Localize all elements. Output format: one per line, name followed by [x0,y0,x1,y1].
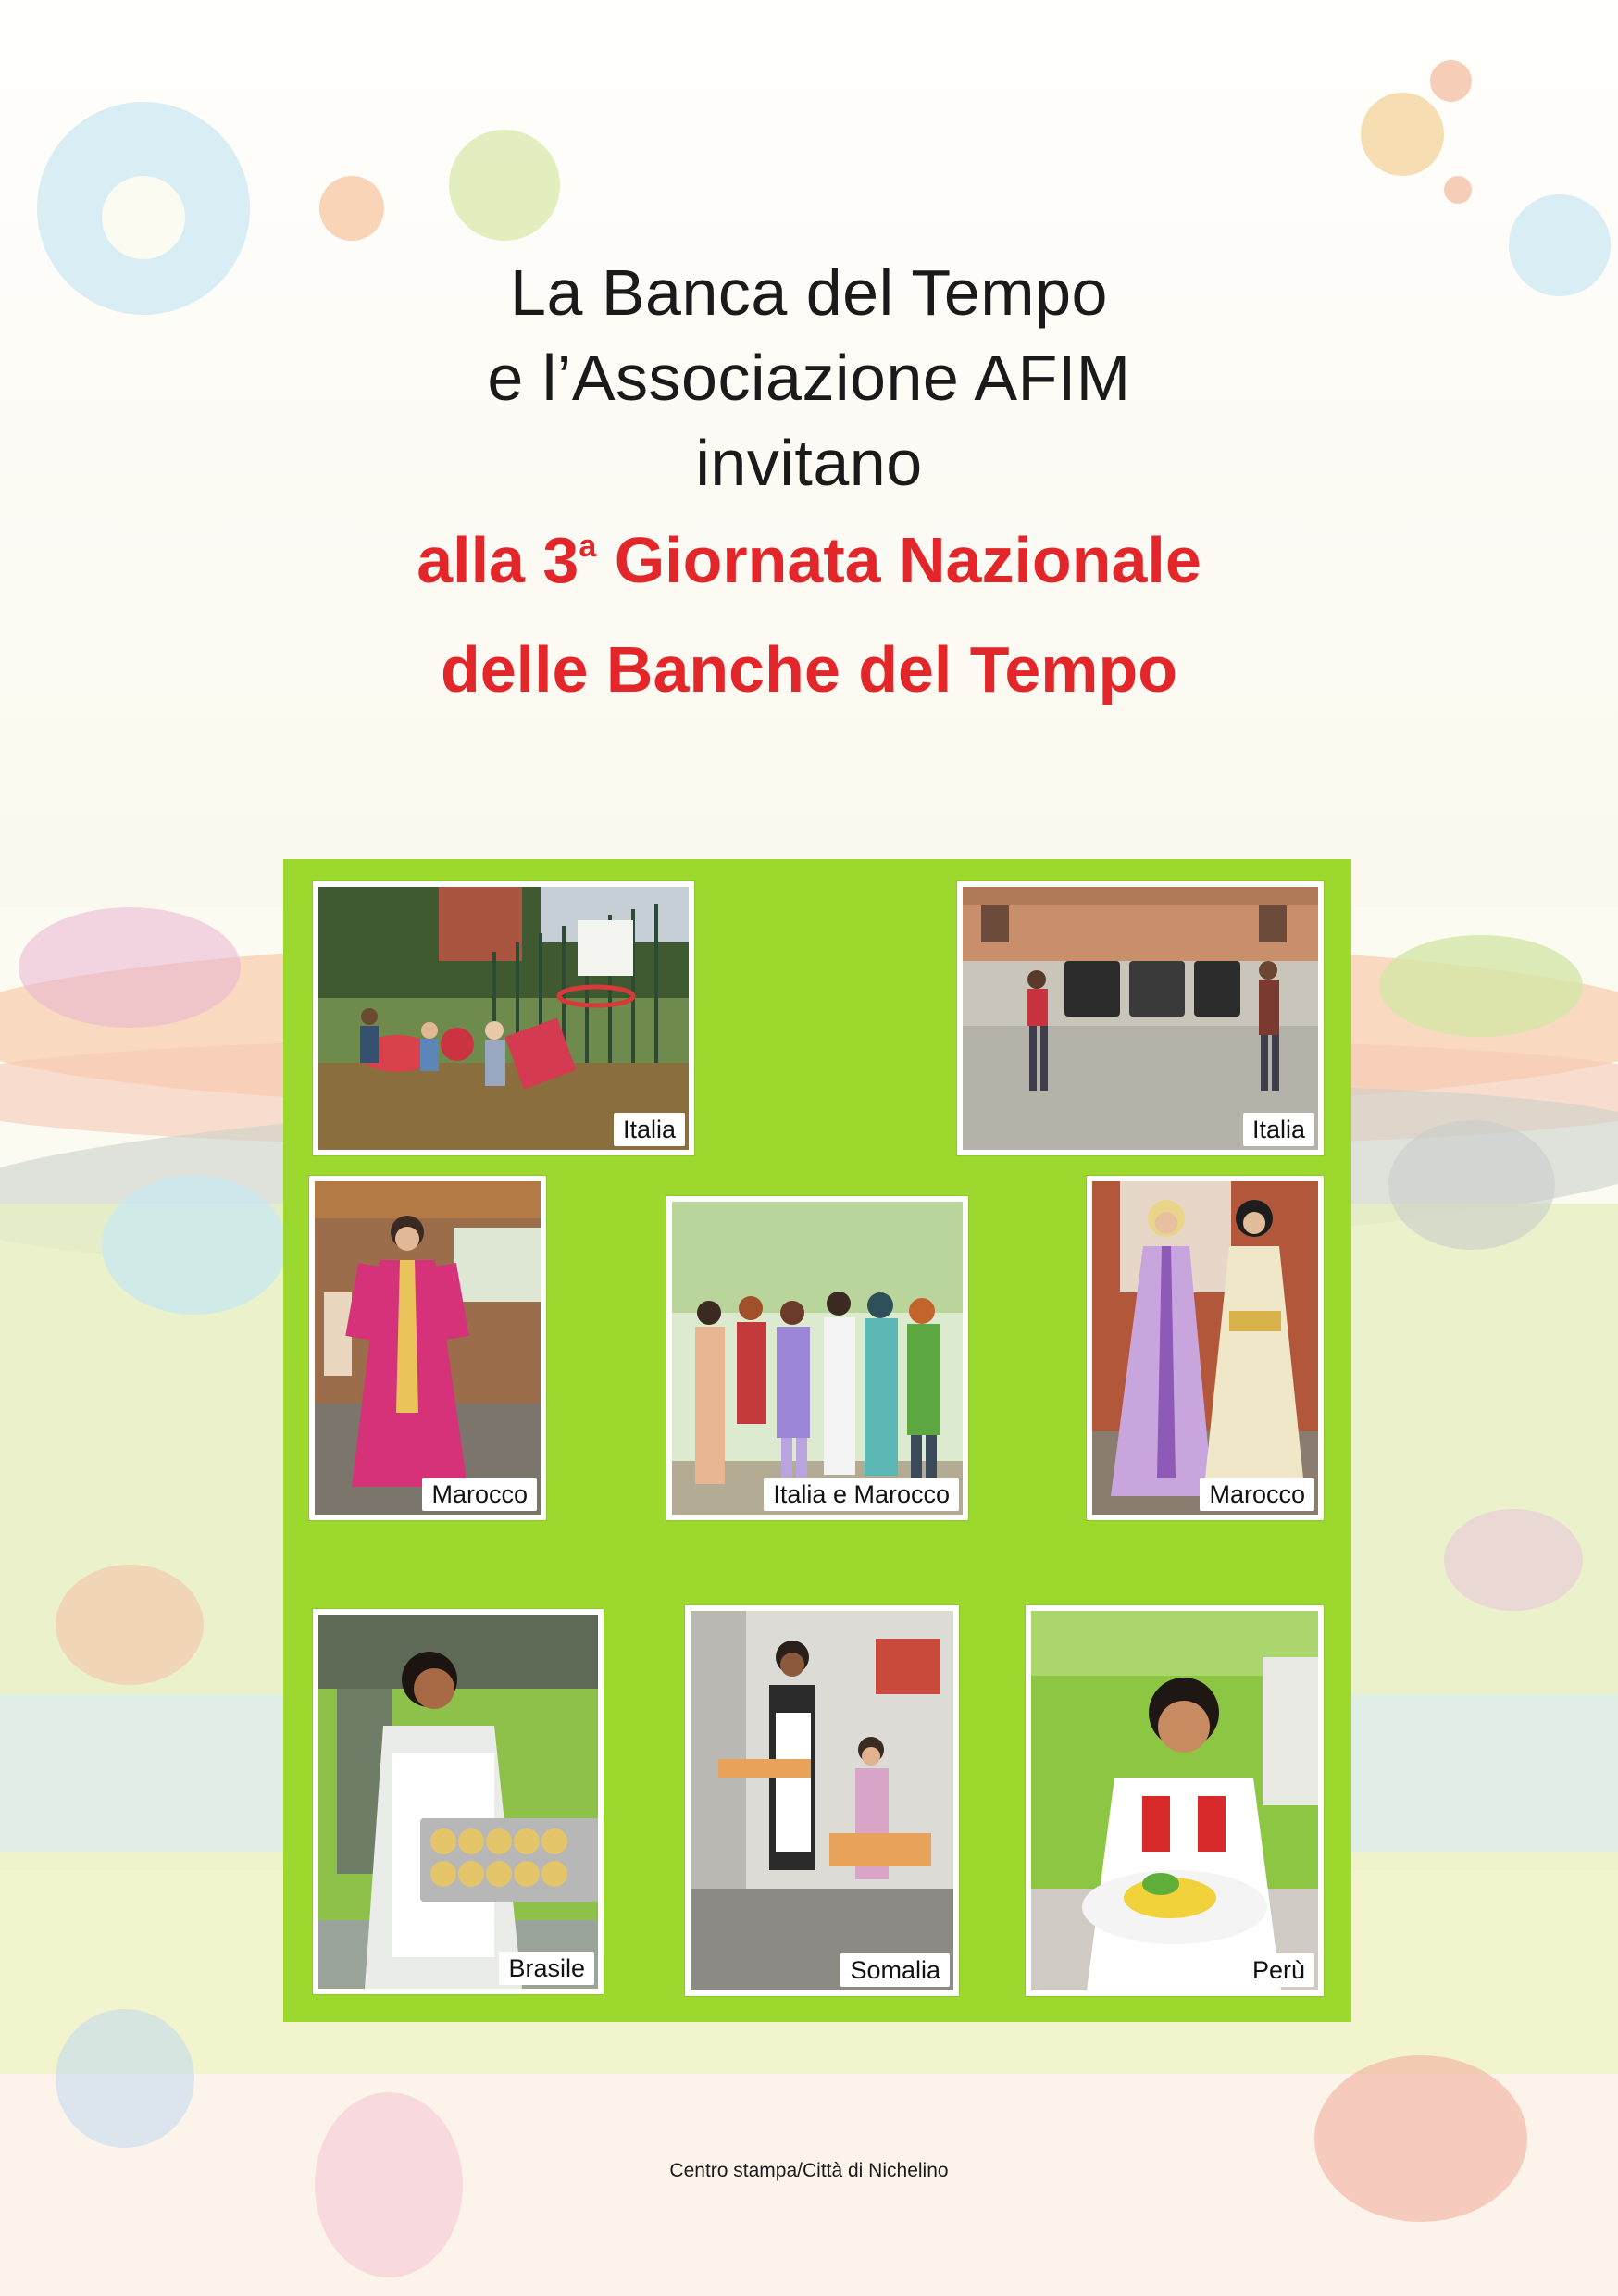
photo-image [691,1611,953,1990]
ordinal-superscript: a [579,529,597,564]
photo-brasile [313,1609,604,1994]
photo-somalia [685,1605,959,1996]
event-title-suffix: Giornata Nazionale [596,524,1201,596]
event-title-line-1 [0,505,1618,615]
photo-italia-playground [313,881,694,1155]
photo-caption: Marocco [422,1478,537,1511]
title-line-2: e l’Associazione AFIM [487,342,1131,414]
photo-image [963,887,1318,1150]
event-title-prefix: alla 3 [417,524,579,596]
photo-image [672,1202,963,1515]
event-title-line-2: delle Banche del Tempo [440,633,1178,705]
photo-italia-e-marocco-group [666,1196,968,1520]
photo-caption: Marocco [1200,1478,1314,1511]
photo-marocco-pink-dress [309,1176,546,1520]
photo-caption: Perù [1243,1953,1314,1987]
photo-caption: Italia [1243,1113,1314,1146]
photo-caption: Somalia [840,1953,950,1987]
photo-image [315,1181,541,1515]
photo-caption: Brasile [499,1952,594,1985]
photo-caption: Italia [614,1113,685,1146]
photo-image [318,1615,598,1989]
title-line-1: La Banca del Tempo [510,256,1108,329]
photo-peru [1026,1605,1324,1996]
photo-collage-panel [283,859,1351,2022]
photo-image [1092,1181,1318,1515]
photo-italia-courtyard [957,881,1324,1155]
photo-marocco-two-women [1087,1176,1324,1520]
invitation-heading [0,250,1618,724]
printer-credit: Centro stampa/Città di Nichelino [669,2160,949,2181]
title-line-3: invitano [695,427,923,499]
photo-image [318,887,689,1150]
photo-caption: Italia e Marocco [764,1478,959,1511]
photo-image [1031,1611,1318,1990]
